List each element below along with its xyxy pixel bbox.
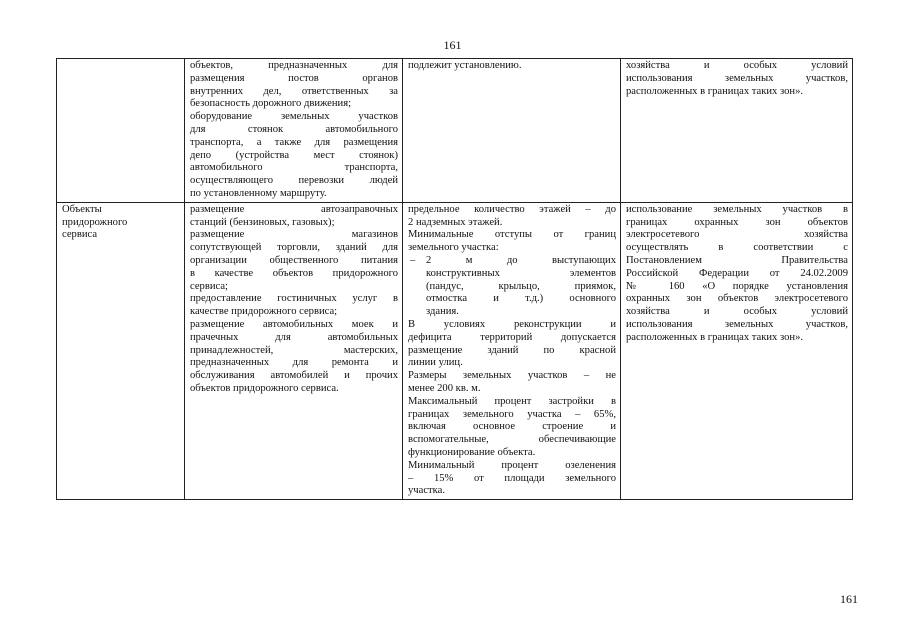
table-row-roadside-service <box>57 202 853 499</box>
cell-object-name <box>57 202 185 499</box>
cell-object-name <box>57 59 185 203</box>
text-line: автомобильного транспорта, <box>190 162 398 174</box>
text-line: № 160 «О порядке установления <box>626 280 848 292</box>
params-rest <box>408 319 616 498</box>
cell-restrictions <box>621 59 853 203</box>
text-line: оборудование земельных участков <box>190 111 398 123</box>
text-line: включая основное строение и <box>408 421 616 433</box>
text-line: Российской Федерации от 24.02.2009 <box>626 267 848 279</box>
text-line: размещение автозаправочных <box>190 203 398 215</box>
text-line: внутренних дел, ответственных за <box>190 85 398 97</box>
text-line: границах земельного участка – 65%, <box>408 408 616 420</box>
text-line: функционирование объекта. <box>408 446 536 458</box>
text-line: отмостка и т.д.) основного <box>426 293 616 305</box>
text-line: 2 надземных этажей. <box>408 216 503 228</box>
text-line: для стоянок автомобильного <box>190 123 398 135</box>
text-line: организации общественного питания <box>190 254 398 266</box>
text-line: В условиях реконструкции и <box>408 318 616 330</box>
text-line: осуществляющего перевозки людей <box>190 175 398 187</box>
text-line: границах охранных зон объектов <box>626 216 848 228</box>
text-line: Минимальные отступы от границ <box>408 229 616 241</box>
text-line: сервиса; <box>190 280 228 292</box>
text-line: предоставление гостиничных услуг в <box>190 293 398 305</box>
text-line: использование земельных участков в <box>626 203 848 215</box>
text-line: предельное количество этажей – до <box>408 203 616 215</box>
text-line: хозяйства и особых условий <box>626 60 848 71</box>
text-line: расположенных в границах таких зон». <box>626 331 804 343</box>
page-number-top: 161 <box>443 38 462 52</box>
text-line: безопасность дорожного движения; <box>190 98 352 110</box>
cell-parameters <box>403 202 621 499</box>
text-line: – 15% от площади земельного <box>408 472 616 484</box>
text-line: Постановлением Правительства <box>626 254 848 266</box>
text-line: транспорта, а также для размещения <box>190 136 398 148</box>
cell-restrictions <box>621 202 853 499</box>
text-line: хозяйства и особых условий <box>626 306 848 318</box>
text-line: осуществлять в соответствии с <box>626 242 848 254</box>
text-line: дефицита территорий допускается <box>408 331 616 343</box>
text-line: расположенных в границах таких зон». <box>626 85 804 97</box>
text-line: Размеры земельных участков – не <box>408 370 616 382</box>
text-line: вспомогательные, обеспечивающие <box>408 434 616 446</box>
text-line: участка. <box>408 485 445 497</box>
text-line: качестве придорожного сервиса; <box>190 306 338 318</box>
text-line: сопутствующей торговли, зданий для <box>190 242 398 254</box>
text-line: Максимальный процент застройки в <box>408 395 616 407</box>
zoning-table <box>56 58 853 500</box>
text-line: подлежит установлению. <box>408 60 522 71</box>
text-line: использования земельных участков, <box>626 318 848 330</box>
text-line: принадлежностей, мастерских, <box>190 344 398 356</box>
cell-permitted-uses <box>185 59 403 203</box>
text-line: размещение зданий по красной <box>408 344 616 356</box>
text-line: станций (бензиновых, газовых); <box>190 216 335 228</box>
text-line: сервиса <box>62 229 98 241</box>
text-line: здания. <box>426 306 459 318</box>
params-dash-item <box>408 255 616 319</box>
text-line: депо (устройства мест стоянок) <box>190 149 398 161</box>
text-line: использования земельных участков, <box>626 72 848 84</box>
cell-parameters <box>403 59 621 203</box>
text-line: (пандус, крыльцо, приямок, <box>426 280 616 292</box>
text-line: электросетевого хозяйства <box>626 229 848 241</box>
text-line: объектов, предназначенных для <box>190 60 398 71</box>
page-number-bottom: 161 <box>840 592 858 606</box>
text-line: линии улиц. <box>408 357 463 369</box>
text-line: придорожного <box>62 216 128 228</box>
text-line: – 2 м до выступающих <box>426 254 616 266</box>
text-line: обслуживания автомобилей и прочих <box>190 370 398 382</box>
text-line: объектов придорожного сервиса. <box>190 382 339 394</box>
text-line: конструктивных элементов <box>426 267 616 279</box>
text-line: размещение автомобильных моек и <box>190 318 398 330</box>
params-intro <box>408 204 616 255</box>
text-line: Объекты <box>62 203 102 215</box>
text-line: менее 200 кв. м. <box>408 382 481 394</box>
text-line: предназначенных для ремонта и <box>190 357 398 369</box>
text-line: Минимальный процент озеленения <box>408 459 616 471</box>
text-line: размещения постов органов <box>190 72 398 84</box>
text-line: в качестве объектов придорожного <box>190 267 398 279</box>
text-line: охранных зон объектов электросетевого <box>626 293 848 305</box>
cell-permitted-uses <box>185 202 403 499</box>
text-line: земельного участка: <box>408 242 499 254</box>
table-row-continued <box>57 59 853 203</box>
text-line: размещение магазинов <box>190 229 398 241</box>
text-line: по установленному маршруту. <box>190 187 327 199</box>
text-line: прачечных для автомобильных <box>190 331 398 343</box>
